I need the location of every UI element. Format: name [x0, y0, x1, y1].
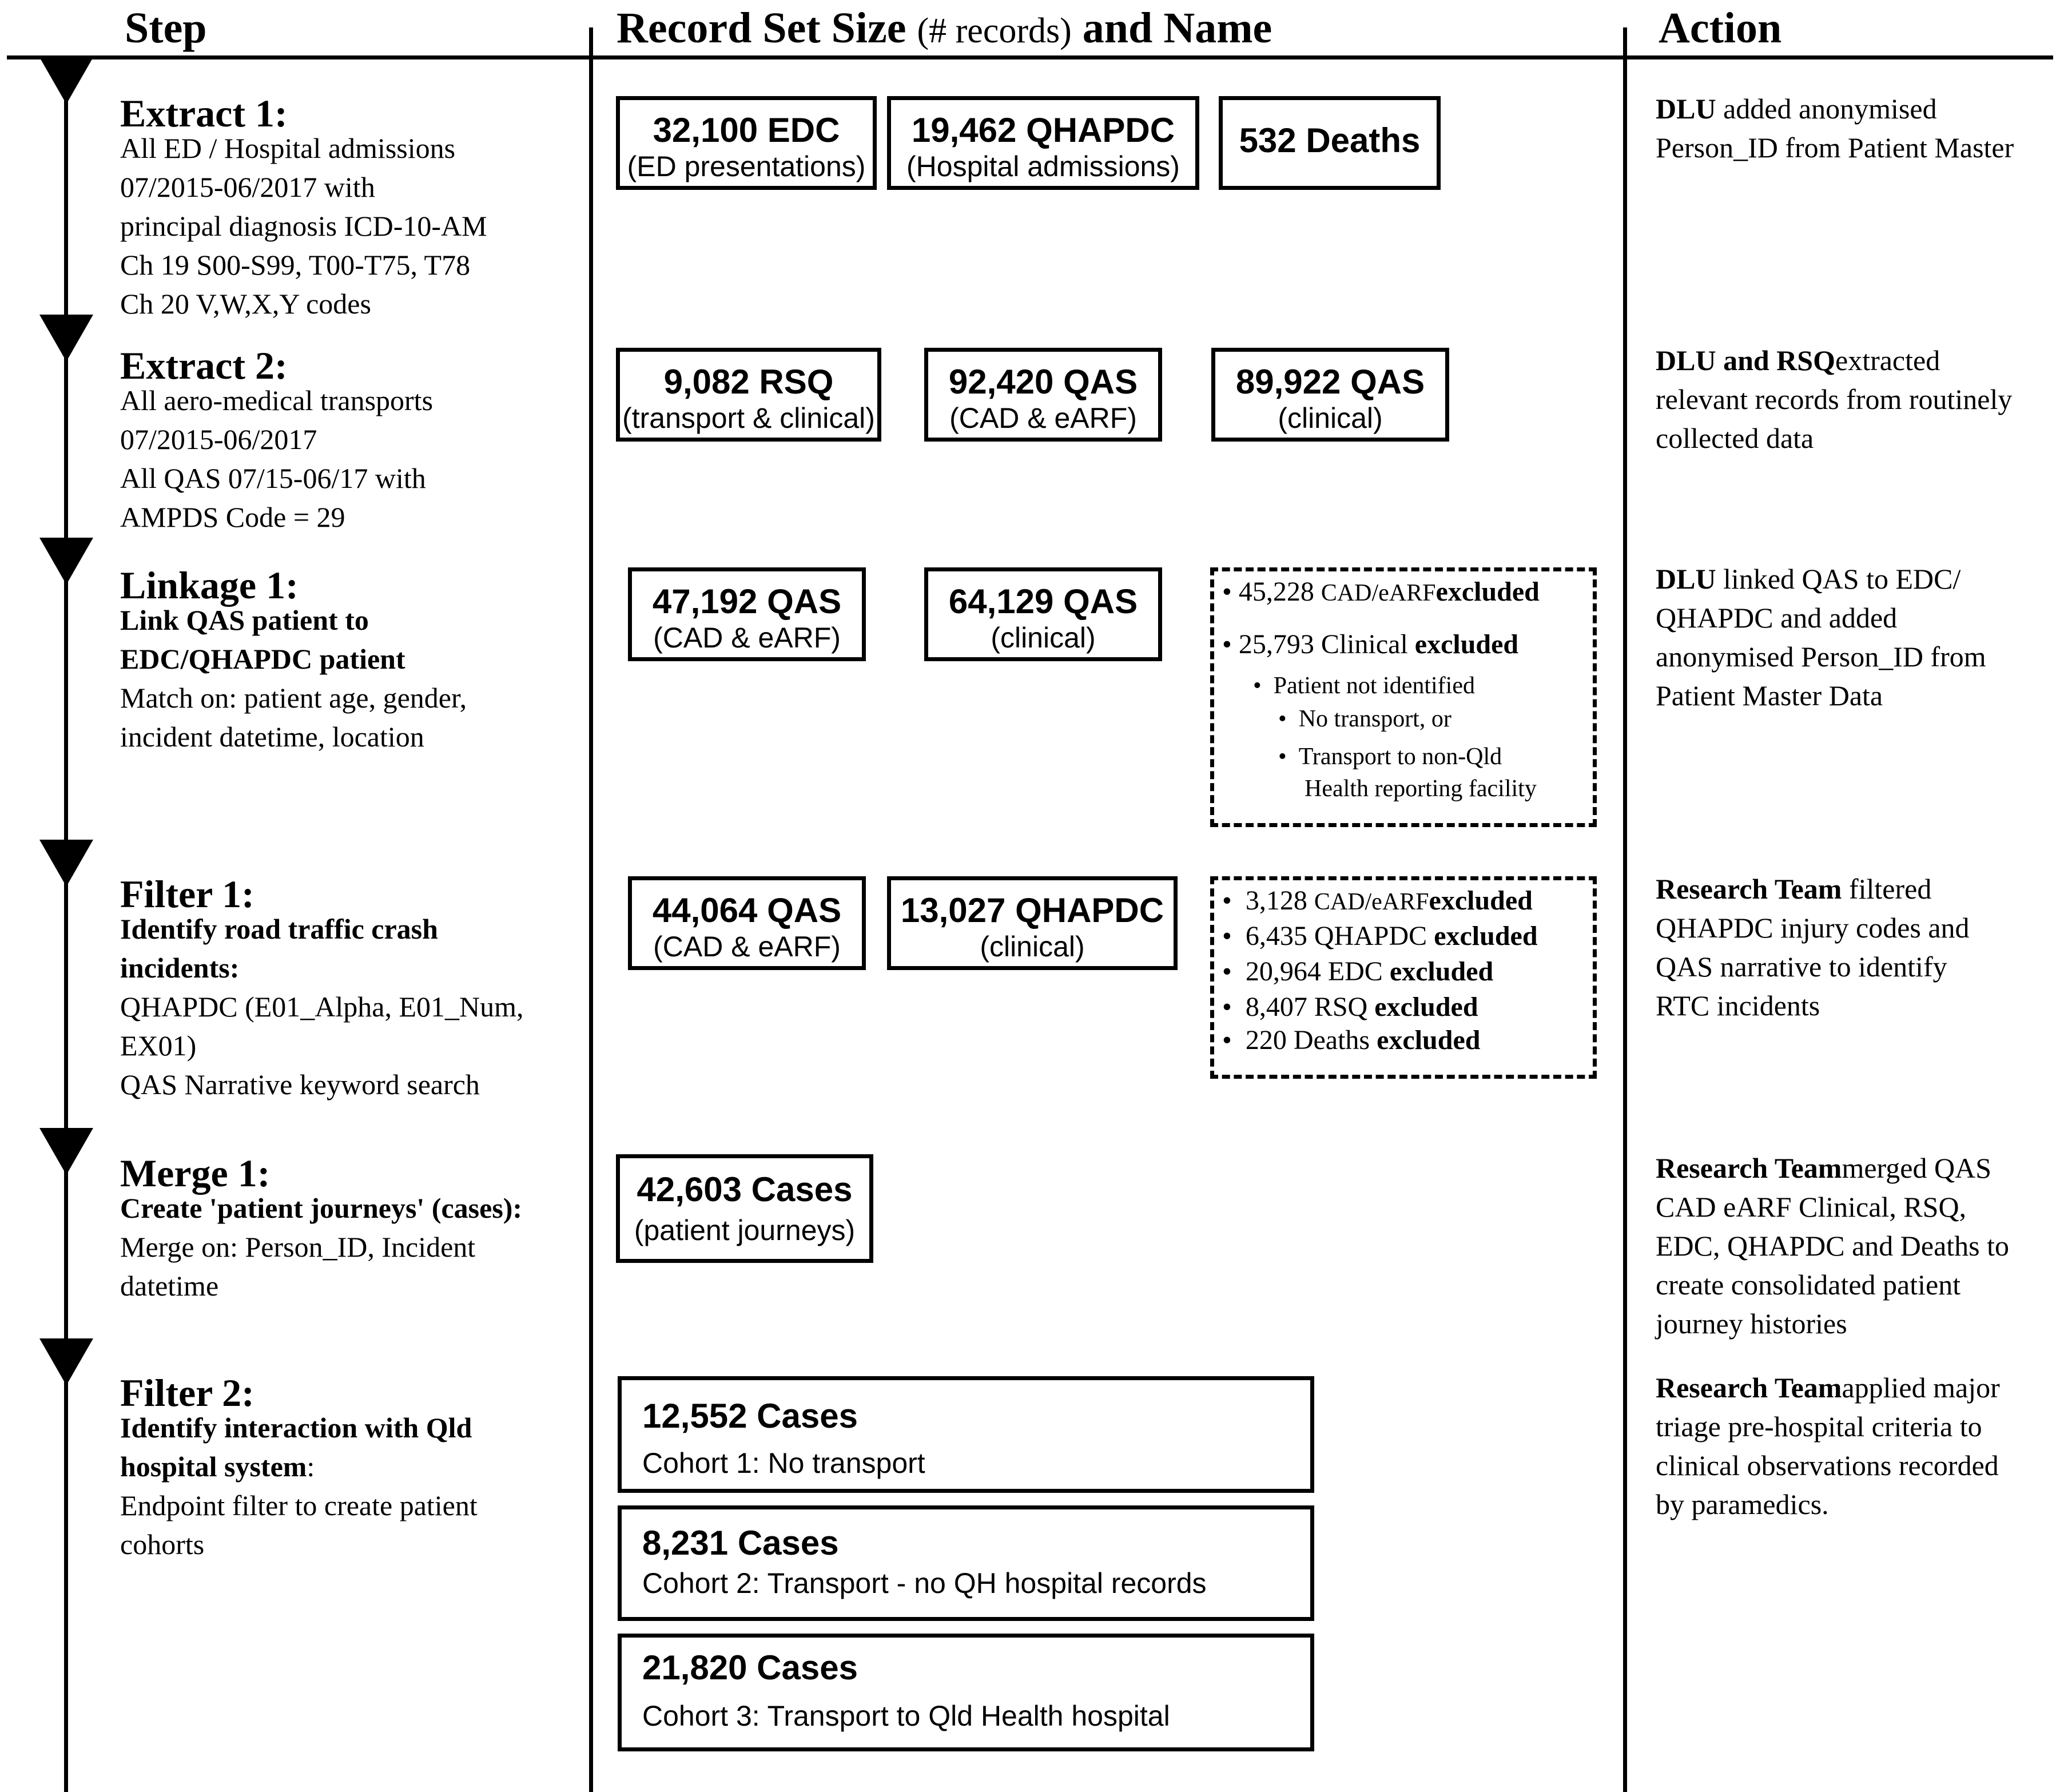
action-text: applied major [1842, 1372, 2000, 1404]
step-title: Extract 2: [120, 344, 288, 387]
bullet-icon: • [1222, 921, 1232, 951]
exclusion-item [1222, 956, 1493, 987]
action-actor: Research Team [1656, 1372, 1842, 1404]
exclusion-label: 25,793 Clinical [1238, 629, 1408, 659]
record-box-qhapdc-clinical [887, 876, 1178, 970]
arrow-extract1-icon [39, 57, 93, 104]
exclusion-status: excluded [1374, 992, 1478, 1022]
record-count: 532 Deaths [1239, 121, 1421, 160]
step-bold-line: Identify interaction with Qld [120, 1412, 472, 1444]
filter-exclusions [1210, 876, 1597, 1079]
step-line: Ch 20 V,W,X,Y codes [120, 288, 371, 320]
cohort-box-1 [618, 1376, 1314, 1493]
column-divider-left [589, 27, 593, 1792]
record-count: 42,603 Cases [637, 1170, 853, 1209]
exclusion-count: 3,128 [1245, 885, 1307, 916]
action-actor: Research Team [1656, 1152, 1842, 1184]
step-bold-partial-line [120, 1447, 478, 1486]
arrow-extract2-icon [39, 315, 93, 361]
arrow-filter1-icon [39, 840, 93, 887]
record-box-qas-cad [924, 348, 1162, 442]
exclusion-status: excluded [1414, 629, 1519, 659]
record-box-qas-cad [628, 876, 866, 970]
exclusion-reason: Patient not identified [1273, 673, 1475, 699]
step-line: 07/2015-06/2017 with [120, 171, 375, 203]
step-line: QHAPDC (E01_Alpha, E01_Num, [120, 991, 524, 1023]
record-label: (ED presentations) [627, 150, 866, 182]
action-line: relevant records from routinely [1656, 383, 2013, 415]
header-record-bold-1: Record Set Size [617, 4, 906, 52]
record-label: (Hospital admissions) [906, 150, 1180, 182]
exclusion-label: Deaths [1293, 1025, 1370, 1055]
action-line: create consolidated patient [1656, 1269, 1961, 1301]
exclusion-count: 6,435 [1245, 921, 1307, 951]
header-underline [7, 55, 2053, 59]
record-count: 44,064 QAS [652, 891, 842, 929]
bullet-icon: • [1222, 1025, 1232, 1055]
step-bold-partial-suffix: : [307, 1451, 315, 1483]
exclusion-subitem [1278, 705, 1451, 733]
record-box-deaths [1219, 96, 1441, 190]
action-line [1656, 869, 1970, 908]
record-label: (transport & clinical) [622, 402, 875, 434]
action-line [1656, 559, 1986, 598]
arrow-linkage1-icon [39, 538, 93, 585]
step-extract1 [120, 94, 487, 323]
record-box-qas-clinical [1211, 348, 1449, 442]
action-line: QHAPDC injury codes and [1656, 912, 1970, 944]
cohort-count: 12,552 Cases [642, 1397, 858, 1435]
step-line: All QAS 07/15-06/17 with [120, 462, 426, 494]
record-count: 92,420 QAS [948, 363, 1138, 401]
action-line [1656, 341, 2012, 380]
column-divider-right [1623, 27, 1627, 1792]
exclusion-item [1222, 576, 1540, 607]
step-line: Merge on: Person_ID, Incident [120, 1231, 476, 1263]
step-bold-line: EDC/QHAPDC patient [120, 643, 405, 675]
action-line: RTC incidents [1656, 990, 1820, 1022]
action-line: collected data [1656, 422, 1814, 454]
header-record-bold-2: and Name [1082, 4, 1272, 52]
exclusion-label: CAD/eARF [1321, 580, 1436, 606]
action-text: added anonymised [1716, 93, 1937, 125]
step-line: 07/2015-06/2017 [120, 423, 317, 455]
record-count: 9,082 RSQ [663, 363, 834, 401]
record-label: (patient journeys) [634, 1214, 856, 1246]
step-bold-line: Identify road traffic crash [120, 913, 438, 945]
action-filter2 [1656, 1368, 2000, 1524]
step-line: Ch 19 S00-S99, T00-T75, T78 [120, 249, 471, 281]
step-line: All ED / Hospital admissions [120, 132, 456, 164]
exclusion-reason: No transport, or [1298, 706, 1451, 732]
exclusion-status: excluded [1435, 577, 1540, 607]
cohort-label: Cohort 1: No transport [642, 1447, 925, 1479]
exclusion-item [1222, 629, 1518, 660]
bullet-icon: • [1253, 673, 1262, 699]
step-line: Endpoint filter to create patient [120, 1489, 478, 1521]
step-line: All aero-medical transports [120, 384, 434, 416]
step-filter2 [120, 1371, 478, 1564]
header-record-norm: (# records) [917, 11, 1072, 50]
cohort-count: 21,820 Cases [642, 1648, 858, 1687]
step-title: Filter 2: [120, 1371, 254, 1414]
record-count: 64,129 QAS [948, 582, 1138, 621]
record-label: (CAD & eARF) [949, 402, 1137, 434]
record-label: (clinical) [1278, 402, 1383, 434]
exclusion-item [1222, 991, 1478, 1023]
step-line: principal diagnosis ICD-10-AM [120, 210, 487, 242]
exclusion-status: excluded [1377, 1025, 1481, 1055]
record-count: 32,100 EDC [653, 111, 840, 149]
step-filter1 [120, 872, 524, 1104]
step-line: Match on: patient age, gender, [120, 682, 467, 714]
linkage-exclusions [1210, 567, 1597, 827]
step-bold-line: Link QAS patient to [120, 604, 369, 636]
action-extract1 [1656, 89, 2014, 167]
action-line: QHAPDC and added [1656, 602, 1898, 634]
bullet-icon: • [1222, 885, 1232, 916]
action-line: journey histories [1656, 1308, 1847, 1340]
step-linkage1 [120, 563, 467, 756]
step-line: datetime [120, 1270, 219, 1302]
step-line: EX01) [120, 1030, 197, 1062]
exclusion-status: excluded [1389, 956, 1494, 987]
action-actor: DLU [1656, 93, 1716, 125]
step-title: Linkage 1: [120, 563, 299, 607]
cohort-box-3 [618, 1634, 1314, 1751]
arrow-merge1-icon [39, 1128, 93, 1175]
exclusion-status: excluded [1434, 921, 1538, 951]
bullet-icon: • [1222, 992, 1232, 1022]
record-label: (clinical) [980, 931, 1085, 963]
exclusion-subitem [1253, 672, 1475, 700]
record-box-qas-clinical [924, 567, 1162, 661]
action-filter1 [1656, 869, 1970, 1025]
action-line: Person_ID from Patient Master [1656, 132, 2014, 164]
record-box-edc [616, 96, 877, 190]
action-merge1 [1656, 1149, 2009, 1343]
step-bold-line: incidents: [120, 952, 240, 984]
record-box-cases [616, 1154, 873, 1263]
exclusion-count: 8,407 [1245, 992, 1307, 1022]
action-line: CAD eARF Clinical, RSQ, [1656, 1191, 1967, 1223]
step-title: Merge 1: [120, 1151, 271, 1195]
exclusion-item [1222, 920, 1538, 952]
record-count: 89,922 QAS [1235, 363, 1425, 401]
bullet-icon: • [1222, 629, 1232, 659]
record-label: (CAD & eARF) [653, 931, 841, 963]
step-bold-partial: hospital system [120, 1451, 307, 1483]
action-extract2 [1656, 341, 2012, 458]
step-line: AMPDS Code = 29 [120, 501, 345, 533]
record-count: 47,192 QAS [652, 582, 842, 621]
action-line: Patient Master Data [1656, 680, 1883, 712]
record-box-qhapdc [887, 96, 1199, 190]
record-label: (CAD & eARF) [653, 622, 841, 654]
action-text: filtered [1842, 873, 1932, 905]
cohort-label: Cohort 3: Transport to Qld Health hospital [642, 1700, 1170, 1732]
exclusion-item [1222, 1024, 1480, 1056]
record-label: (clinical) [991, 622, 1096, 654]
record-count: 19,462 QHAPDC [911, 111, 1175, 149]
exclusion-label: EDC [1327, 956, 1383, 987]
step-bold-line: Create 'patient journeys' (cases): [120, 1192, 523, 1224]
exclusion-subitem [1278, 743, 1502, 770]
action-line: EDC, QHAPDC and Deaths to [1656, 1230, 2010, 1262]
exclusion-label: QHAPDC [1314, 921, 1427, 951]
action-line: anonymised Person_ID from [1656, 641, 1986, 673]
bullet-icon: • [1222, 956, 1232, 987]
step-title: Extract 1: [120, 92, 288, 135]
exclusion-count: 220 [1245, 1025, 1287, 1055]
header-step: Step [125, 4, 207, 52]
action-line: triage pre-hospital criteria to [1656, 1410, 1982, 1443]
step-line: QAS Narrative keyword search [120, 1068, 480, 1100]
record-count: 13,027 QHAPDC [900, 891, 1164, 929]
action-line [1656, 1149, 2009, 1187]
action-actor: DLU and RSQ [1656, 344, 1835, 376]
cohort-count: 8,231 Cases [642, 1524, 839, 1562]
action-line: QAS narrative to identify [1656, 951, 1947, 983]
cohort-label: Cohort 2: Transport - no QH hospital records [642, 1567, 1207, 1599]
exclusion-status: excluded [1429, 885, 1533, 916]
header-record-set [617, 3, 1272, 53]
action-line [1656, 89, 2014, 128]
exclusion-label: CAD/eARF [1314, 889, 1429, 915]
step-merge1 [120, 1151, 523, 1305]
action-text: merged QAS [1842, 1152, 1992, 1184]
exclusion-count: 20,964 [1245, 956, 1321, 987]
step-line: cohorts [120, 1528, 205, 1560]
exclusion-reason-cont: Health reporting facility [1305, 776, 1537, 802]
action-text: extracted [1835, 344, 1940, 376]
record-box-rsq [616, 348, 881, 442]
step-extract2 [120, 344, 434, 537]
action-line [1656, 1368, 2000, 1407]
arrow-filter2-icon [39, 1338, 93, 1385]
action-actor: DLU [1656, 563, 1716, 595]
bullet-icon: • [1222, 577, 1232, 607]
action-actor: Research Team [1656, 873, 1842, 905]
exclusion-label: RSQ [1314, 992, 1368, 1022]
step-title: Filter 1: [120, 872, 254, 916]
step-line: incident datetime, location [120, 721, 424, 753]
bullet-icon: • [1278, 706, 1287, 732]
header-action: Action [1659, 4, 1782, 52]
action-line: by paramedics. [1656, 1488, 1829, 1520]
record-box-qas-cad [628, 567, 866, 661]
cohort-box-2 [618, 1505, 1314, 1621]
bullet-icon: • [1278, 744, 1287, 770]
action-linkage1 [1656, 559, 1986, 715]
action-line: clinical observations recorded [1656, 1449, 1999, 1481]
exclusion-item [1222, 885, 1533, 916]
exclusion-reason: Transport to non-Qld [1298, 744, 1502, 770]
action-text: linked QAS to EDC/ [1716, 563, 1961, 595]
exclusion-count: 45,228 [1238, 577, 1314, 607]
